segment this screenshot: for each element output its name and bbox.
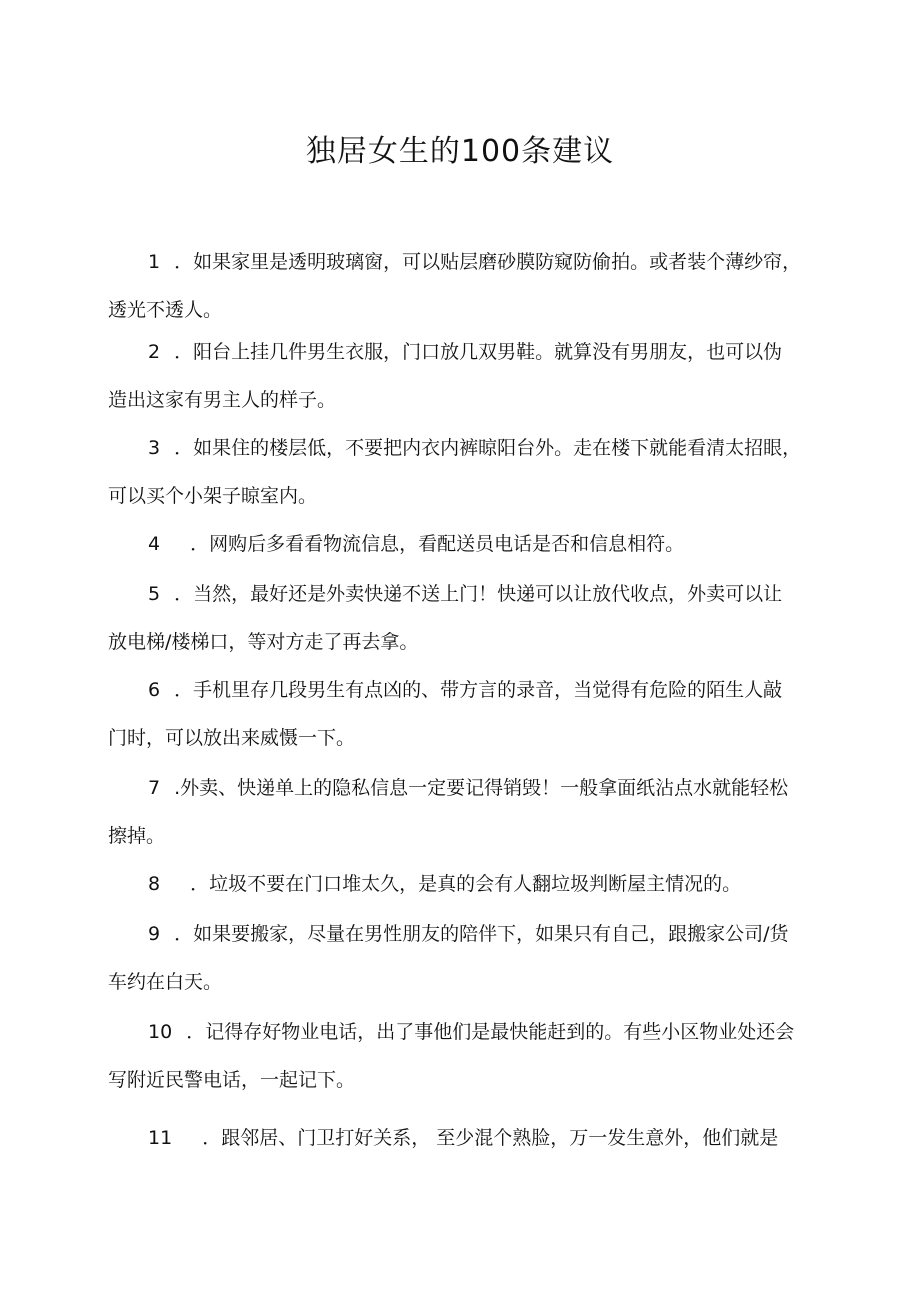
list-item — [108, 764, 822, 860]
item-line-1 — [108, 570, 822, 618]
item-number: 5 — [148, 583, 161, 605]
item-line-1 — [108, 860, 822, 908]
item-line-1 — [108, 666, 822, 714]
item-number: 2 — [148, 341, 161, 363]
list-item — [108, 570, 822, 666]
item-number: 1 — [148, 251, 161, 273]
item-line-1 — [108, 910, 822, 958]
item-line-2: 车约在白天。 — [108, 971, 223, 993]
item-text: ．网购后多看看物流信息，看配送员电话是否和信息相符。 — [190, 533, 685, 555]
item-number: 4 — [148, 533, 161, 555]
item-text: ．手机里存几段男生有点凶的、带方言的录音，当觉得有危险的陌生人敲 — [174, 679, 783, 701]
item-text: ．垃圾不要在门口堆太久，是真的会有人翻垃圾判断屋主情况的。 — [190, 873, 742, 895]
item-line-1 — [108, 424, 822, 472]
list-item — [108, 860, 822, 908]
list-item — [108, 666, 822, 762]
item-line-2: 可以买个小架子晾室内。 — [108, 485, 318, 507]
list-item — [108, 1114, 822, 1162]
item-line-1 — [108, 238, 822, 286]
item-number: 11 — [148, 1127, 173, 1149]
item-line-2: 擦掉。 — [108, 825, 166, 847]
item-text: ．如果住的楼层低，不要把内衣内裤晾阳台外。走在楼下就能看清太招眼， — [174, 437, 802, 459]
item-line-1 — [108, 1114, 822, 1162]
item-number: 9 — [148, 923, 161, 945]
list-item — [108, 520, 822, 568]
page-title: 独居女生的100条建议 — [305, 134, 615, 169]
item-line-2: 门时，可以放出来威慑一下。 — [108, 727, 356, 749]
item-text: ．跟邻居、门卫打好关系， 至少混个熟脸，万一发生意外，他们就是 — [202, 1127, 779, 1149]
item-number: 7 — [148, 777, 161, 799]
list-item — [108, 238, 822, 334]
item-line-1 — [108, 520, 822, 568]
item-text: ．如果要搬家，尽量在男性朋友的陪伴下，如果只有自己，跟搬家公司/货 — [174, 923, 789, 945]
list-item — [108, 1008, 822, 1104]
item-text: .外卖、快递单上的隐私信息一定要记得销毁！一般拿面纸沾点水就能轻松 — [174, 777, 789, 799]
item-line-2: 造出这家有男主人的样子。 — [108, 389, 337, 411]
item-number: 10 — [148, 1021, 173, 1043]
item-line-1 — [108, 328, 822, 376]
item-line-2: 放电梯/楼梯口，等对方走了再去拿。 — [108, 631, 419, 653]
item-number: 6 — [148, 679, 161, 701]
item-line-2: 透光不透人。 — [108, 299, 223, 321]
item-line-1 — [108, 1008, 822, 1056]
item-text: ．如果家里是透明玻璃窗，可以贴层磨砂膜防窥防偷拍。或者装个薄纱帘， — [174, 251, 802, 273]
item-text: ．当然，最好还是外卖快递不送上门！快递可以让放代收点，外卖可以让 — [174, 583, 783, 605]
list-item — [108, 328, 822, 424]
list-item — [108, 910, 822, 1006]
item-line-2: 写附近民警电话，一起记下。 — [108, 1069, 356, 1091]
item-number: 3 — [148, 437, 161, 459]
item-text: ．记得存好物业电话，出了事他们是最快能赶到的。有些小区物业处还会 — [186, 1021, 795, 1043]
item-text: ．阳台上挂几件男生衣服，门口放几双男鞋。就算没有男朋友，也可以伪 — [174, 341, 783, 363]
item-line-1 — [108, 764, 822, 812]
list-item — [108, 424, 822, 520]
item-number: 8 — [148, 873, 161, 895]
